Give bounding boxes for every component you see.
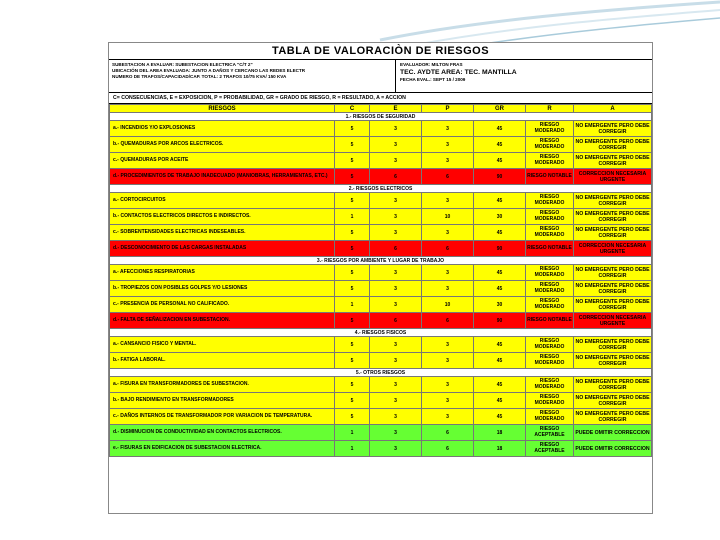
action-cell: PUEDE OMITIR CORRECCION — [574, 425, 652, 441]
c-cell: 5 — [335, 241, 370, 257]
risk-cell: a.- INCENDIOS Y/O EXPLOSIONES — [110, 121, 335, 137]
table-row — [110, 425, 652, 441]
result-cell: RIESGO NOTABLE — [526, 241, 574, 257]
risk-cell: b.- TROPIEZOS CON POSIBLES GOLPES Y/O LESIONES — [110, 281, 335, 297]
risk-cell: a.- FISURA EN TRANSFORMADORES DE SUBESTACION. — [110, 377, 335, 393]
p-cell: 10 — [422, 297, 474, 313]
c-cell: 5 — [335, 281, 370, 297]
col-header-r: R — [526, 105, 574, 113]
trafos-line: NUMERO DE TRAFOS/CAPACIDAD/CAP. TOTAL: 2 TRAFOS 10/75 KVA/ 150 KVA — [112, 74, 287, 80]
table-header-row — [110, 105, 652, 113]
e-cell: 3 — [370, 377, 422, 393]
action-cell: CORRECCION NECESARIA URGENTE — [574, 313, 652, 329]
risk-cell: d.- DESCONOCIMIENTO DE LAS CARGAS INSTALADAS — [110, 241, 335, 257]
result-cell: RIESGO MODERADO — [526, 393, 574, 409]
p-cell: 3 — [422, 393, 474, 409]
gr-cell: 45 — [474, 121, 526, 137]
table-row — [110, 209, 652, 225]
risk-cell: b.- QUEMADURAS POR ARCOS ELECTRICOS. — [110, 137, 335, 153]
gr-cell: 45 — [474, 265, 526, 281]
action-cell: NO EMERGENTE PERO DEBE CORREGIR — [575, 410, 650, 423]
e-cell: 6 — [370, 169, 422, 185]
c-cell: 5 — [335, 353, 370, 369]
gr-cell: 30 — [474, 209, 526, 225]
action-cell: NO EMERGENTE PERO DEBE CORREGIR — [575, 338, 650, 351]
col-header-c: C — [335, 105, 370, 113]
action-cell: NO EMERGENTE PERO DEBE CORREGIR — [575, 282, 650, 295]
action-cell: NO EMERGENTE PERO DEBE CORREGIR — [575, 138, 650, 151]
table-row — [110, 169, 652, 185]
c-cell: 5 — [335, 169, 370, 185]
e-cell: 3 — [370, 137, 422, 153]
p-cell: 6 — [422, 241, 474, 257]
page-title: TABLA DE VALORACIÒN DE RIESGOS — [109, 43, 652, 60]
e-cell: 3 — [370, 281, 422, 297]
action-cell: NO EMERGENTE PERO DEBE CORREGIR — [575, 298, 650, 311]
risk-cell: a.- CORTOCIRCUITOS — [110, 193, 335, 209]
action-cell: NO EMERGENTE PERO DEBE CORREGIR — [575, 378, 650, 391]
gr-cell: 18 — [474, 425, 526, 441]
substation-line: SUBESTACION A EVALUAR: SUBESTACION ELECTRICA "C/T 2" — [112, 62, 253, 67]
result-cell: RIESGO MODERADO — [526, 193, 574, 209]
risk-cell: c.- QUEMADURAS POR ACEITE — [110, 153, 335, 169]
p-cell: 3 — [422, 153, 474, 169]
evaluator-line: EVALUADOR: MILTON FRAS — [400, 62, 463, 67]
risk-table — [109, 104, 652, 457]
gr-cell: 45 — [474, 137, 526, 153]
risk-cell: c.- SOBRENTENSIDADES ELECTRICAS INDESEABLES. — [110, 225, 335, 241]
section-title: 5.- OTROS RIESGOS — [110, 369, 652, 377]
table-row — [110, 409, 652, 425]
result-cell: RIESGO MODERADO — [526, 353, 574, 369]
c-cell: 5 — [335, 337, 370, 353]
gr-cell: 45 — [474, 225, 526, 241]
gr-cell: 45 — [474, 393, 526, 409]
result-cell: RIESGO MODERADO — [526, 153, 574, 169]
gr-cell: 30 — [474, 297, 526, 313]
p-cell: 3 — [422, 137, 474, 153]
header-info — [109, 60, 652, 93]
p-cell: 6 — [422, 313, 474, 329]
table-row — [110, 241, 652, 257]
action-cell: NO EMERGENTE PERO DEBE CORREGIR — [575, 394, 650, 407]
table-row — [110, 137, 652, 153]
c-cell: 1 — [335, 209, 370, 225]
e-cell: 3 — [370, 409, 422, 425]
gr-cell: 18 — [474, 441, 526, 457]
result-cell: RIESGO MODERADO — [526, 121, 574, 137]
c-cell: 5 — [335, 313, 370, 329]
table-row — [110, 297, 652, 313]
legend-line: C= CONSECUENCIAS, E = EXPOSICION, P = PROBABILIDAD, GR = GRADO DE RIESGO, R = RESULTADO, A = ACCION — [109, 93, 652, 104]
e-cell: 3 — [370, 353, 422, 369]
result-cell: RIESGO MODERADO — [526, 209, 574, 225]
c-cell: 1 — [335, 441, 370, 457]
gr-cell: 45 — [474, 153, 526, 169]
table-row — [110, 393, 652, 409]
action-cell: NO EMERGENTE PERO DEBE CORREGIR — [575, 226, 650, 239]
e-cell: 3 — [370, 193, 422, 209]
risk-cell: b.- FATIGA LABORAL. — [110, 353, 335, 369]
table-row — [110, 441, 652, 457]
table-row — [110, 377, 652, 393]
action-cell: PUEDE OMITIR CORRECCION — [574, 441, 652, 457]
section-title: 2.- RIESGOS ELECTRICOS — [110, 185, 652, 193]
c-cell: 5 — [335, 393, 370, 409]
section-title: 3.- RIESGOS POR AMBIENTE Y LUGAR DE TRABAJO — [110, 257, 652, 265]
p-cell: 3 — [422, 353, 474, 369]
table-row — [110, 281, 652, 297]
e-cell: 3 — [370, 337, 422, 353]
table-body — [110, 113, 652, 457]
section-title: 4.- RIESGOS FISICOS — [110, 329, 652, 337]
p-cell: 3 — [422, 281, 474, 297]
gr-cell: 90 — [474, 241, 526, 257]
action-cell: CORRECCION NECESARIA URGENTE — [574, 241, 652, 257]
result-cell: RIESGO MODERADO — [526, 409, 574, 425]
risk-cell: a.- CANSANCIO FISICO Y MENTAL. — [110, 337, 335, 353]
col-header-p: P — [422, 105, 474, 113]
table-row — [110, 313, 652, 329]
c-cell: 1 — [335, 425, 370, 441]
assistant-line: TEC. AYDTE AREA: TEC. MANTILLA — [400, 68, 517, 76]
e-cell: 6 — [370, 313, 422, 329]
table-row — [110, 337, 652, 353]
p-cell: 6 — [422, 425, 474, 441]
e-cell: 6 — [370, 241, 422, 257]
e-cell: 3 — [370, 393, 422, 409]
c-cell: 5 — [335, 137, 370, 153]
result-cell: RIESGO MODERADO — [526, 297, 574, 313]
action-cell: NO EMERGENTE PERO DEBE CORREGIR — [575, 354, 650, 367]
result-cell: RIESGO MODERADO — [526, 281, 574, 297]
result-cell: RIESGO MODERADO — [526, 377, 574, 393]
e-cell: 3 — [370, 209, 422, 225]
p-cell: 3 — [422, 225, 474, 241]
p-cell: 3 — [422, 337, 474, 353]
gr-cell: 45 — [474, 337, 526, 353]
date-line: FECHA EVAL.: SEPT 15 / 2009 — [400, 76, 466, 82]
gr-cell: 45 — [474, 377, 526, 393]
action-cell: NO EMERGENTE PERO DEBE CORREGIR — [575, 210, 650, 223]
risk-cell: b.- BAJO RENDIMIENTO EN TRANSFORMADORES — [110, 393, 335, 409]
result-cell: RIESGO MODERADO — [526, 225, 574, 241]
col-header-riesgos: RIESGOS — [110, 105, 335, 113]
col-header-gr: GR — [474, 105, 526, 113]
result-cell: RIESGO ACEPTABLE — [526, 425, 574, 441]
section-row — [110, 369, 652, 377]
c-cell: 5 — [335, 193, 370, 209]
location-line: UBICACIÓN DEL AREA EVALUADA: JUNTO A DAÑOS Y CERCANO LAS REDES ELECTR — [112, 68, 306, 74]
gr-cell: 90 — [474, 313, 526, 329]
result-cell: RIESGO ACEPTABLE — [526, 441, 574, 457]
risk-cell: d.- DISMINUCION DE CONDUCTIVIDAD EN CONTACTOS ELECTRICOS. — [110, 425, 335, 441]
col-header-e: E — [370, 105, 422, 113]
p-cell: 3 — [422, 121, 474, 137]
p-cell: 3 — [422, 409, 474, 425]
e-cell: 3 — [370, 225, 422, 241]
result-cell: RIESGO NOTABLE — [526, 169, 574, 185]
p-cell: 6 — [422, 441, 474, 457]
e-cell: 3 — [370, 265, 422, 281]
risk-cell: a.- AFECCIONES RESPIRATORIAS — [110, 265, 335, 281]
result-cell: RIESGO NOTABLE — [526, 313, 574, 329]
e-cell: 3 — [370, 121, 422, 137]
p-cell: 3 — [422, 265, 474, 281]
action-cell: NO EMERGENTE PERO DEBE CORREGIR — [575, 154, 650, 167]
gr-cell: 45 — [474, 409, 526, 425]
table-row — [110, 353, 652, 369]
c-cell: 5 — [335, 153, 370, 169]
action-cell: NO EMERGENTE PERO DEBE CORREGIR — [575, 194, 650, 207]
risk-cell: d.- PROCEDIMIENTOS DE TRABAJO INADECUADO (MANIOBRAS, HERRAMIENTAS, ETC.) — [110, 169, 335, 185]
col-header-a: A — [574, 105, 652, 113]
c-cell: 5 — [335, 377, 370, 393]
c-cell: 5 — [335, 121, 370, 137]
gr-cell: 45 — [474, 353, 526, 369]
gr-cell: 90 — [474, 169, 526, 185]
result-cell: RIESGO MODERADO — [526, 137, 574, 153]
gr-cell: 45 — [474, 193, 526, 209]
table-row — [110, 225, 652, 241]
c-cell: 5 — [335, 265, 370, 281]
result-cell: RIESGO MODERADO — [526, 265, 574, 281]
table-row — [110, 153, 652, 169]
e-cell: 3 — [370, 441, 422, 457]
p-cell: 3 — [422, 377, 474, 393]
action-cell: NO EMERGENTE PERO DEBE CORREGIR — [575, 266, 650, 279]
gr-cell: 45 — [474, 281, 526, 297]
risk-cell: c.- DAÑOS INTERNOS DE TRANSFORMADOR POR VARIACION DE TEMPERATURA. — [110, 409, 335, 425]
c-cell: 1 — [335, 297, 370, 313]
section-title: 1.- RIESGOS DE SEGURIDAD — [110, 113, 652, 121]
p-cell: 10 — [422, 209, 474, 225]
section-row — [110, 185, 652, 193]
p-cell: 3 — [422, 193, 474, 209]
e-cell: 3 — [370, 153, 422, 169]
risk-cell: d.- FALTA DE SEÑALIZACION EN SUBESTACION. — [110, 313, 335, 329]
header-left — [109, 60, 395, 92]
section-row — [110, 113, 652, 121]
section-row — [110, 329, 652, 337]
header-right — [395, 60, 652, 92]
risk-cell: c.- PRESENCIA DE PERSONAL NO CALIFICADO. — [110, 297, 335, 313]
action-cell: NO EMERGENTE PERO DEBE CORREGIR — [575, 122, 650, 135]
e-cell: 3 — [370, 425, 422, 441]
table-row — [110, 193, 652, 209]
risk-cell: b.- CONTACTOS ELECTRICOS DIRECTOS E INDIRECTOS. — [110, 209, 335, 225]
c-cell: 5 — [335, 225, 370, 241]
c-cell: 5 — [335, 409, 370, 425]
e-cell: 3 — [370, 297, 422, 313]
section-row — [110, 257, 652, 265]
result-cell: RIESGO MODERADO — [526, 337, 574, 353]
table-row — [110, 121, 652, 137]
table-row — [110, 265, 652, 281]
action-cell: CORRECCION NECESARIA URGENTE — [574, 169, 652, 185]
risk-table-sheet — [108, 42, 653, 514]
p-cell: 6 — [422, 169, 474, 185]
risk-cell: e.- FISURAS EN EDIFICACION DE SUBESTACION ELECTRICA. — [110, 441, 335, 457]
